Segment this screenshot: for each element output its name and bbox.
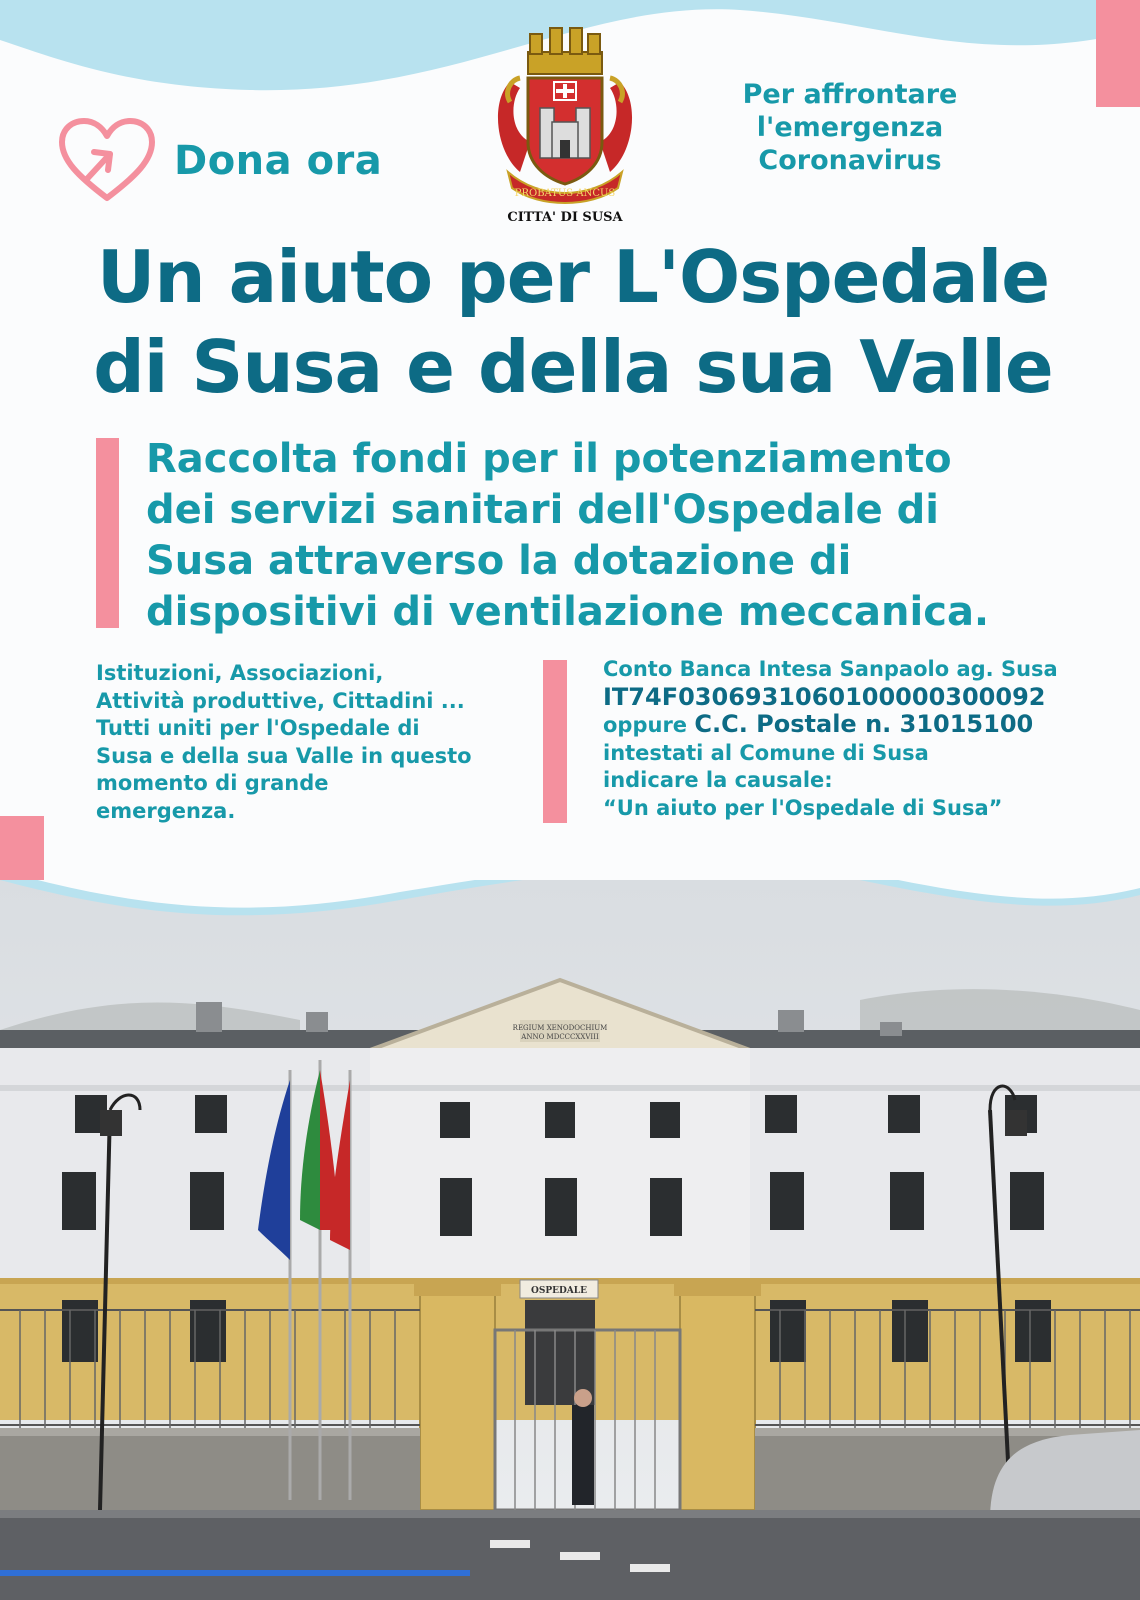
supporters-text: [96, 660, 536, 825]
causal-text: “Un aiuto per l'Ospedale di Susa”: [603, 795, 1003, 820]
fundraising-description: [146, 434, 1106, 638]
supporters-line: emergenza.: [96, 798, 236, 823]
bank-details: [603, 656, 1133, 822]
supporters-line: Attività produttive, Cittadini ...: [96, 688, 465, 713]
tagline-line: Per affrontare: [742, 79, 958, 110]
donate-label: Dona ora: [174, 138, 383, 184]
tagline-line: l'emergenza: [756, 112, 944, 143]
postal-account-line: [603, 711, 1133, 740]
tagline: [720, 78, 980, 177]
title-line-1: Un aiuto per L'Ospedale: [96, 235, 1050, 319]
crest-motto: PROBATUS ANCUS: [514, 188, 616, 199]
hospital-photo: [0, 880, 1140, 1600]
description-line: dei servizi sanitari dell'Ospedale di: [146, 487, 939, 533]
pink-accent-bar: [543, 660, 567, 823]
pink-accent-bar-top: [1096, 0, 1140, 107]
postal-account: C.C. Postale n. 31015100: [694, 710, 1034, 738]
donate-now-link[interactable]: [58, 118, 382, 204]
oppure-label: oppure: [603, 713, 695, 737]
tagline-line: Coronavirus: [758, 145, 942, 176]
supporters-line: Tutti uniti per l'Ospedale di: [96, 716, 420, 740]
pink-accent-bar: [96, 438, 119, 628]
supporters-line: Susa e della sua Valle in questo: [96, 743, 472, 768]
description-line: dispositivi di ventilazione meccanica.: [146, 589, 990, 635]
heart-icon: [58, 118, 156, 204]
bank-name: Conto Banca Intesa Sanpaolo ag. Susa: [603, 657, 1058, 681]
crest-caption: CITTA' DI SUSA: [507, 210, 623, 225]
description-line: Susa attraverso la dotazione di: [146, 538, 852, 584]
supporters-line: Istituzioni, Associazioni,: [96, 661, 384, 685]
page-title: [28, 232, 1118, 412]
iban-code: IT74F0306931060100000300092: [603, 682, 1046, 711]
ospedale-sign: OSPEDALE: [531, 1286, 587, 1296]
description-line: Raccolta fondi per il potenziamento: [146, 436, 952, 482]
causal-label: indicare la causale:: [603, 768, 833, 792]
account-holder: intestati al Comune di Susa: [603, 740, 929, 765]
pediment-text-1: REGIUM XENODOCHIUM: [512, 1024, 608, 1032]
pediment-text-2: ANNO MDCCCXXVIII: [521, 1033, 599, 1041]
supporters-line: momento di grande: [96, 771, 329, 795]
coat-of-arms-logo: [490, 22, 640, 207]
title-line-2: di Susa e della sua Valle: [93, 325, 1053, 409]
